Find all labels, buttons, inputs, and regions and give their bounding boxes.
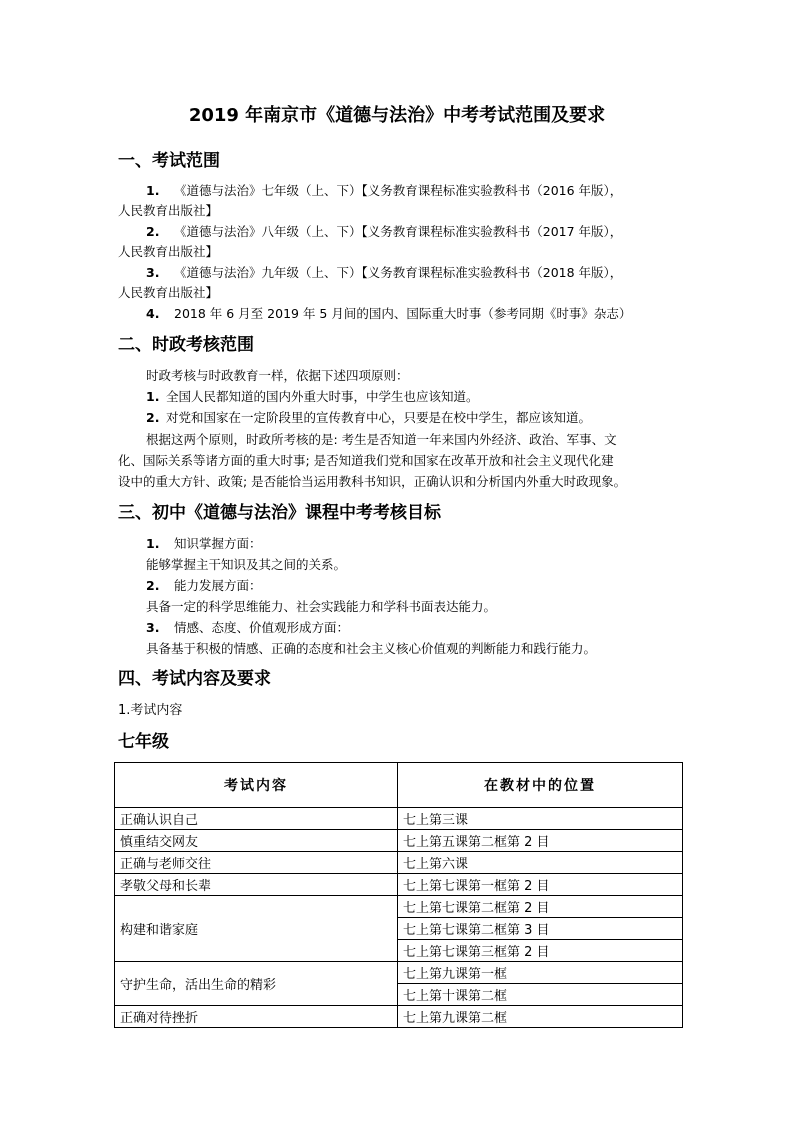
table-cell-content: 孝敬父母和长辈 bbox=[115, 874, 398, 896]
table-cell-content: 正确与老师交往 bbox=[115, 852, 398, 874]
table-header-row bbox=[115, 763, 683, 808]
list-number: 1. bbox=[146, 536, 160, 551]
objective-item-2-label bbox=[146, 576, 262, 596]
table-row bbox=[115, 1006, 683, 1028]
table-cell-position: 七上第三课 bbox=[398, 808, 683, 830]
list-number: 4. bbox=[146, 306, 160, 321]
table-row bbox=[115, 852, 683, 874]
list-number: 2. bbox=[146, 224, 160, 239]
column-header-position: 在教材中的位置 bbox=[398, 763, 683, 808]
list-text: 情感、态度、价值观形成方面： bbox=[174, 620, 350, 635]
table-cell-position: 七上第七课第三框第 2 目 bbox=[398, 940, 683, 962]
principle-item-1 bbox=[146, 387, 479, 407]
list-text: 能力发展方面： bbox=[174, 578, 262, 593]
section-heading-exam-scope: 一、考试范围 bbox=[118, 151, 220, 171]
table-cell-position: 七上第十课第二框 bbox=[398, 984, 683, 1006]
scope-item-1-line2: 人民教育出版社】 bbox=[118, 203, 219, 218]
table-row bbox=[115, 808, 683, 830]
table-cell-content: 守护生命，活出生命的精彩 bbox=[115, 962, 398, 1006]
table-cell-position: 七上第九课第一框 bbox=[398, 962, 683, 984]
list-text: 全国人民都知道的国内外重大时事，中学生也应该知道。 bbox=[166, 389, 479, 404]
objective-item-2-desc: 具备一定的科学思维能力、社会实践能力和学科书面表达能力。 bbox=[146, 599, 497, 614]
current-affairs-para-line2: 化、国际关系等诸方面的重大时事; 是否知道我们党和国家在改革开放和社会主义现代化建 bbox=[118, 453, 614, 468]
scope-item-2-line2: 人民教育出版社】 bbox=[118, 244, 219, 259]
scope-item-3-line2: 人民教育出版社】 bbox=[118, 285, 219, 300]
list-text: 知识掌握方面： bbox=[174, 536, 262, 551]
list-text: 《道德与法治》七年级（上、下）【义务教育课程标准实验教科书（2016 年版）， bbox=[174, 183, 623, 198]
table-row bbox=[115, 962, 683, 984]
table-cell-position: 七上第七课第二框第 2 目 bbox=[398, 896, 683, 918]
table-cell-position: 七上第七课第二框第 3 目 bbox=[398, 918, 683, 940]
list-number: 1. bbox=[146, 183, 160, 198]
list-text: 《道德与法治》八年级（上、下）【义务教育课程标准实验教科书（2017 年版）， bbox=[174, 224, 623, 239]
grade-heading: 七年级 bbox=[118, 732, 169, 752]
objective-item-1-label bbox=[146, 534, 262, 554]
table-cell-position: 七上第九课第二框 bbox=[398, 1006, 683, 1028]
scope-item-3-line1 bbox=[146, 263, 622, 283]
scope-item-2-line1 bbox=[146, 222, 622, 242]
table-cell-position: 七上第六课 bbox=[398, 852, 683, 874]
list-text: 对党和国家在一定阶段里的宣传教育中心，只要是在校中学生，都应该知道。 bbox=[166, 410, 592, 425]
objective-item-1-desc: 能够掌握主干知识及其之间的关系。 bbox=[146, 557, 347, 572]
list-text: 《道德与法治》九年级（上、下）【义务教育课程标准实验教科书（2018 年版）， bbox=[174, 265, 623, 280]
scope-item-1-line1 bbox=[146, 181, 622, 201]
list-number: 2. bbox=[146, 578, 160, 593]
table-cell-content: 构建和谐家庭 bbox=[115, 896, 398, 962]
current-affairs-para-line1: 根据这两个原则，时政所考核的是: 考生是否知道一年来国内外经济、政治、军事、文 bbox=[146, 432, 617, 447]
list-number: 1. bbox=[146, 389, 160, 404]
list-number: 3. bbox=[146, 620, 160, 635]
exam-content-subheading: 1.考试内容 bbox=[118, 703, 183, 718]
list-number: 3. bbox=[146, 265, 160, 280]
table-row bbox=[115, 896, 683, 918]
table-cell-position: 七上第五课第二框第 2 目 bbox=[398, 830, 683, 852]
table-cell-content: 慎重结交网友 bbox=[115, 830, 398, 852]
list-number: 2. bbox=[146, 410, 160, 425]
scope-item-4 bbox=[146, 304, 631, 324]
current-affairs-para-line3: 设中的重大方针、政策; 是否能恰当运用教科书知识，正确认识和分析国内外重大时政现象。 bbox=[118, 474, 627, 489]
table-row bbox=[115, 874, 683, 896]
table-row bbox=[115, 830, 683, 852]
table-cell-content: 正确对待挫折 bbox=[115, 1006, 398, 1028]
document-title: 2019 年南京市《道德与法治》中考考试范围及要求 bbox=[188, 105, 606, 126]
principle-item-2 bbox=[146, 408, 591, 428]
section-heading-objectives: 三、初中《道德与法治》课程中考考核目标 bbox=[118, 503, 441, 523]
table-cell-position: 七上第七课第一框第 2 目 bbox=[398, 874, 683, 896]
grade7-content-table bbox=[114, 762, 683, 1028]
objective-item-3-desc: 具备基于积极的情感、正确的态度和社会主义核心价值观的判断能力和践行能力。 bbox=[146, 641, 597, 656]
section-heading-current-affairs: 二、时政考核范围 bbox=[118, 335, 254, 355]
table-cell-content: 正确认识自己 bbox=[115, 808, 398, 830]
section-heading-exam-content: 四、考试内容及要求 bbox=[118, 669, 271, 689]
objective-item-3-label bbox=[146, 618, 349, 638]
current-affairs-intro: 时政考核与时政教育一样，依据下述四项原则： bbox=[146, 368, 409, 383]
list-text: 2018 年 6 月至 2019 年 5 月间的国内、国际重大时事（参考同期《时事》杂志） bbox=[174, 306, 632, 321]
column-header-content: 考试内容 bbox=[115, 763, 398, 808]
